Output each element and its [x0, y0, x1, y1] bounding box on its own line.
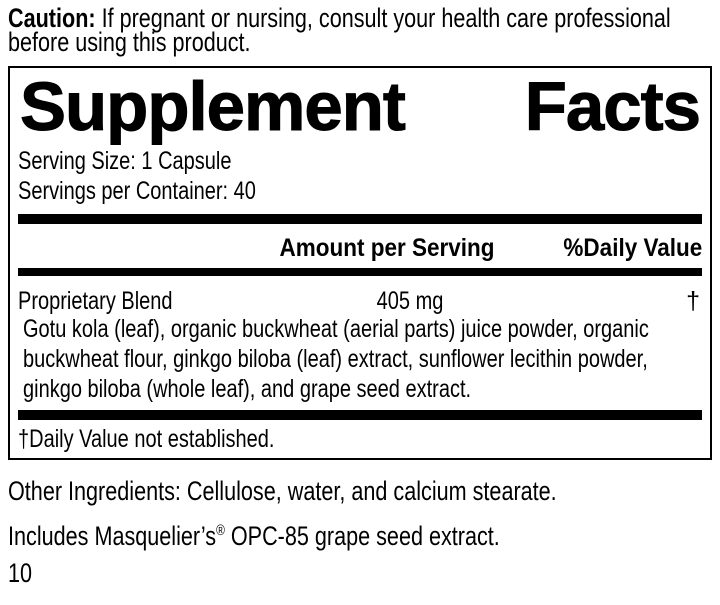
servings-per-container: Servings per Container: 40 — [18, 177, 256, 205]
blend-name: Proprietary Blend — [18, 287, 173, 315]
blend-description-line-3: ginkgo biloba (whole leaf), and grape seed extract. — [23, 375, 472, 403]
panel-title-word-facts: Facts — [524, 68, 700, 145]
caution-text — [8, 3, 720, 57]
blend-description-line-1: Gotu kola (leaf), organic buckwheat (aerial parts) juice powder, organic — [23, 315, 649, 343]
includes-note-post: OPC-85 grape seed extract. — [224, 521, 500, 551]
column-header-daily-value: %Daily Value — [563, 234, 702, 262]
panel-title — [18, 68, 702, 145]
blend-description-line-2: buckwheat flour, ginkgo biloba (leaf) extract, sunflower lecithin powder, — [23, 345, 648, 373]
includes-note-pre: Includes Masquelier’s — [8, 521, 217, 551]
proprietary-blend-row — [18, 288, 702, 314]
caution-label: Caution: — [8, 3, 96, 33]
blend-amount: 405 mg — [376, 287, 444, 315]
top-thick-rule — [18, 214, 702, 224]
blend-description — [18, 314, 702, 404]
bottom-thick-rule — [18, 410, 702, 420]
registered-trademark-symbol: ® — [216, 523, 225, 539]
other-ingredients: Other Ingredients: Cellulose, water, and calcium stearate. — [8, 476, 557, 506]
column-header-row — [18, 224, 702, 268]
supplement-facts-panel — [8, 66, 712, 460]
serving-info — [18, 146, 702, 206]
column-header-amount: Amount per Serving — [279, 234, 495, 262]
caution-line-1-rest: If pregnant or nursing, consult your health care professional — [95, 3, 671, 33]
serving-size: Serving Size: 1 Capsule — [18, 147, 232, 175]
daily-value-footnote: †Daily Value not established. — [18, 425, 275, 453]
panel-title-word-supplement: Supplement — [20, 68, 405, 145]
includes-note — [8, 516, 720, 551]
page-number: 10 — [8, 558, 33, 588]
blend-daily-value: † — [686, 287, 700, 315]
header-divider-rule — [18, 268, 702, 276]
caution-line-2: before using this product. — [8, 27, 251, 57]
